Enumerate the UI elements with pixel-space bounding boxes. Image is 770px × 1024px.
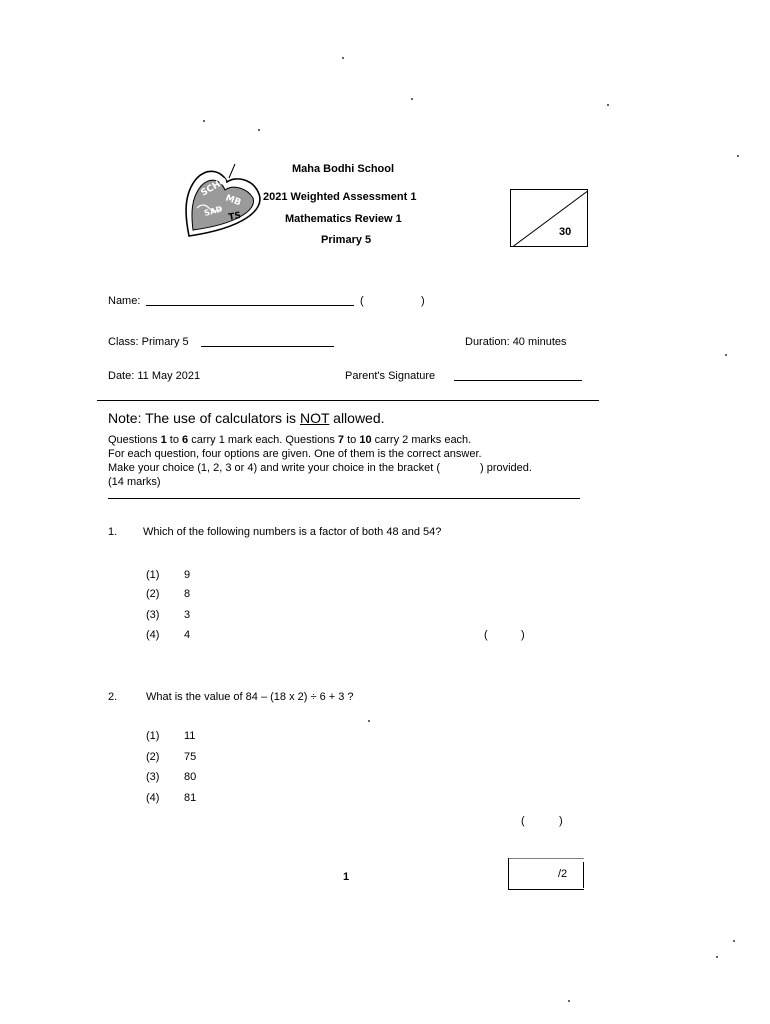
option-label: (4) xyxy=(146,792,160,804)
note-suffix: allowed. xyxy=(329,410,385,426)
scan-speck xyxy=(607,104,609,106)
option-value: 8 xyxy=(184,588,191,600)
instr-q-end: 10 xyxy=(359,434,372,446)
assessment-title: 2021 Weighted Assessment 1 xyxy=(263,191,417,203)
parent-signature-field[interactable] xyxy=(454,380,582,381)
option-label: (1) xyxy=(146,730,160,742)
option-value: 81 xyxy=(184,792,197,804)
instructions-line-2: For each question, four options are given. One of them is the correct answer. xyxy=(108,448,482,460)
answer-bracket-close[interactable]: ) xyxy=(521,629,525,641)
svg-text:SAD: SAD xyxy=(203,204,224,218)
option-label: (2) xyxy=(146,588,160,600)
instr-line3-b: ) provided. xyxy=(480,462,532,474)
option-label: (3) xyxy=(146,609,160,621)
section-divider xyxy=(97,400,599,401)
option-value: 75 xyxy=(184,751,197,763)
parent-signature-label: Parent's Signature xyxy=(345,370,436,382)
question-text: What is the value of 84 – (18 x 2) ÷ 6 + 3 ? xyxy=(146,691,354,703)
answer-bracket-close[interactable]: ) xyxy=(559,815,563,827)
class-label: Class: Primary 5 xyxy=(108,336,189,348)
instr-text: to xyxy=(344,434,360,446)
answer-bracket-open[interactable]: ( xyxy=(484,629,488,641)
instructions-divider xyxy=(108,498,580,499)
name-label: Name: xyxy=(108,295,141,307)
school-name: Maha Bodhi School xyxy=(292,163,395,175)
school-logo xyxy=(183,160,263,244)
option-value: 9 xyxy=(184,569,191,581)
note-prefix: Note: The use of calculators is xyxy=(108,410,300,426)
instr-q-end: 6 xyxy=(182,434,189,446)
instr-text: carry 1 mark each. Questions xyxy=(188,434,338,446)
instructions-line-3 xyxy=(108,462,532,474)
svg-text:SCHO: SCHO xyxy=(199,175,229,199)
page-marks: /2 xyxy=(558,868,568,880)
scan-speck xyxy=(342,57,344,59)
instr-q-start: 1 xyxy=(160,434,167,446)
scan-speck xyxy=(368,720,370,722)
instructions-marks: (14 marks) xyxy=(108,476,161,488)
option-label: (3) xyxy=(146,771,160,783)
svg-text:MB: MB xyxy=(223,193,243,209)
scan-speck xyxy=(725,354,727,356)
subject-title: Mathematics Review 1 xyxy=(285,213,402,225)
total-marks: 30 xyxy=(559,226,572,238)
option-label: (4) xyxy=(146,629,160,641)
instr-text: carry 2 marks each. xyxy=(371,434,472,446)
question-text: Which of the following numbers is a factor of both 48 and 54? xyxy=(143,526,442,538)
scan-speck xyxy=(411,98,413,100)
question-number: 2. xyxy=(108,691,118,703)
scan-speck xyxy=(733,940,735,942)
class-field[interactable] xyxy=(201,346,334,347)
instr-line3-a: Make your choice (1, 2, 3 or 4) and write your choice in the bracket ( xyxy=(108,462,440,474)
level-title: Primary 5 xyxy=(321,234,372,246)
scan-speck xyxy=(258,129,260,131)
scan-speck xyxy=(568,1000,570,1002)
scan-speck xyxy=(716,956,718,958)
option-value: 3 xyxy=(184,609,191,621)
total-score-box xyxy=(510,189,588,247)
duration-text: Duration: 40 minutes xyxy=(465,336,567,348)
name-field[interactable] xyxy=(146,305,354,306)
register-bracket-close: ) xyxy=(421,295,425,307)
scan-speck xyxy=(203,120,205,122)
option-label: (2) xyxy=(146,751,160,763)
instr-text: Questions xyxy=(108,434,161,446)
svg-text:TS: TS xyxy=(227,210,242,223)
page-number: 1 xyxy=(343,871,350,883)
instr-q-start: 7 xyxy=(337,434,345,446)
register-bracket-open: ( xyxy=(360,295,364,307)
option-label: (1) xyxy=(146,569,160,581)
page-marks-box xyxy=(508,858,584,890)
scan-speck xyxy=(737,155,739,157)
calculator-note xyxy=(108,410,385,426)
note-not: NOT xyxy=(299,410,330,426)
option-value: 4 xyxy=(184,629,191,641)
question-number: 1. xyxy=(108,526,118,538)
instr-text: to xyxy=(166,434,183,446)
date-text: Date: 11 May 2021 xyxy=(108,370,201,382)
answer-bracket-open[interactable]: ( xyxy=(521,815,525,827)
option-value: 80 xyxy=(184,771,197,783)
instructions-line-1 xyxy=(108,434,471,446)
option-value: 11 xyxy=(184,730,196,742)
